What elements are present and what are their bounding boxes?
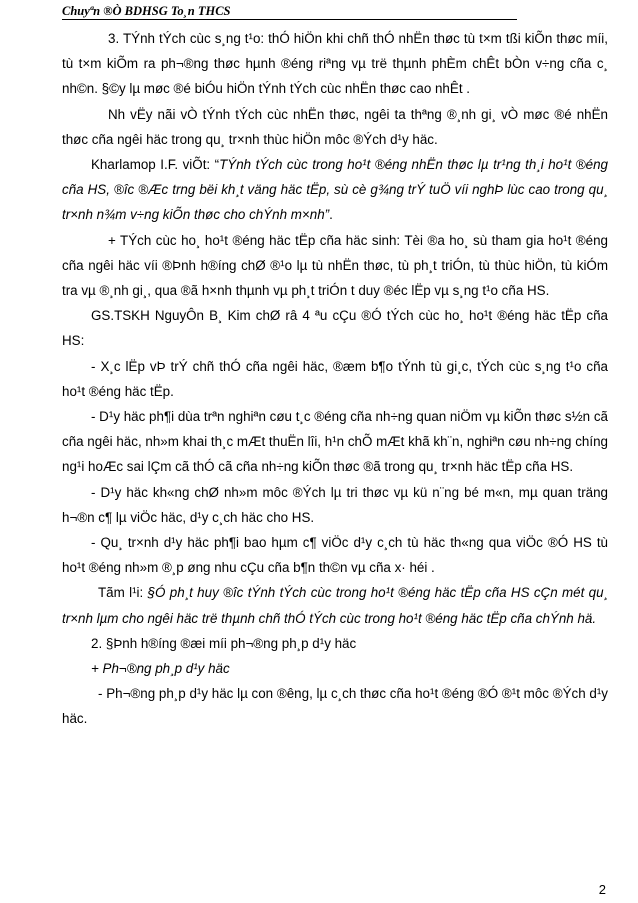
summary-text: §Ó ph¸t huy ®îc tÝnh tÝch cùc trong ho¹t ®éng häc tËp cña HS cÇn mét qu¸ tr×nh lµm cho ngêi häc trë thµnh chñ thÓ tÝch cùc trong ho¹t ®éng häc tËp cña chÝnh hä. <box>62 585 608 626</box>
list-item-requirement-3: - D¹y häc kh«ng chØ nh»m môc ®Ých lµ tri thøc vµ kü n¨ng bé m«n, mµ quan träng h¬®n c¶ lµ viÖc häc, d¹y c¸ch häc cho HS. <box>62 484 608 525</box>
document-body <box>62 26 608 732</box>
page-number: 2 <box>598 882 606 897</box>
summary-label: Tãm l¹i: <box>98 585 148 601</box>
paragraph-kharlamop-quote <box>62 152 608 228</box>
subheading-teaching-method: + Ph¬®ng ph¸p d¹y häc <box>91 661 230 677</box>
section-heading-teaching-methods: 2. §Þnh h®íng ®æi míi ph¬®ng ph¸p d¹y häc <box>91 635 357 651</box>
paragraph-cognitive-activity: Nh vËy nãi vÒ tÝnh tÝch cùc nhËn thøc, ngêi ta thªng ®¸nh gi¸ vÒ møc ®é nhËn thøc cña ngêi häc trong qu¸ tr×nh thùc hiÖn môc ®Ých d¹y häc. <box>62 106 608 147</box>
list-item-requirement-2: - D¹y häc ph¶i dùa trªn nghiªn cøu t¸c ®éng cña nh÷ng quan niÖm vµ kiÕn thøc s½n cã cña ngêi häc, nh»m khai th¸c mÆt thuËn lîi, h¹n chÕ mÆt khã kh¨n, nghiªn cøu nh÷ng chíng ng¹i hoÆc sai lÇm cã thÓ cã cña nh÷ng kiÕn thøc ®ã trong qu¸ tr×nh häc tËp cña HS. <box>62 409 608 475</box>
paragraph-creative-activity: 3. TÝnh tÝch cùc s¸ng t¹o: thÓ hiÖn khi chñ thÓ nhËn thøc tù t×m tßi kiÕn thøc míi, tù t×m kiÕm ra ph¬®ng thøc hµnh ®éng riªng vµ trë thµnh phÈm chÊt bÒn v÷ng cña c¸ nh©n. §©y lµ møc ®é biÓu hiÖn tÝnh tÝch cùc nhËn thøc cao nhÊt . <box>62 31 608 97</box>
paragraph-activating-learning: + TÝch cùc ho¸ ho¹t ®éng häc tËp cña häc sinh: Tèi ®a ho¸ sù tham gia ho¹t ®éng cña ngêi häc víi ®Þnh h®íng chØ ®¹o lµ tù nhËn thøc, tù ph¸t triÓn, tù thùc hiÖn, tù kiÓm tra vµ ®¸nh gi¸, qua ®ã h×nh thµnh vµ ph¸t triÓn t duy ®éc lËp vµ s¸ng t¹o cña HS. <box>62 232 608 299</box>
quote-lead: Kharlamop I.F. viÕt: “ <box>91 157 220 173</box>
list-item-requirement-4: - Qu¸ tr×nh d¹y häc ph¶i bao hµm c¶ viÖc d¹y c¸ch tù häc th«ng qua viÖc ®Ó HS tù ho¹t ®éng nh»m ®¸p øng nhu cÇu cña b¶n th©n vµ cña x· héi . <box>62 535 608 576</box>
paragraph-summary <box>62 580 608 630</box>
paragraph-method-definition: - Ph¬®ng ph¸p d¹y häc lµ con ®êng, lµ c¸ch thøc cña ho¹t ®éng ®Ó ®¹t môc ®Ých d¹y häc. <box>62 686 608 727</box>
list-item-requirement-1: - X¸c lËp vÞ trÝ chñ thÓ cña ngêi häc, ®æm b¶o tÝnh tù gi¸c, tÝch cùc s¸ng t¹o cña ho¹t ®éng häc tËp. <box>62 358 608 399</box>
header-title: Chuyªn ®Ò BDHSG To¸n THCS <box>62 4 231 18</box>
quote-italic: TÝnh tÝch cùc trong ho¹t ®éng nhËn thøc lµ tr¹ng th¸i ho¹t ®éng cña HS, ®îc ®Æc trng bëi kh¸t väng häc tËp, sù cè g¾ng trÝ tuÖ víi nghÞ lùc cao trong qu¸ tr×nh n¾m v÷ng kiÕn thøc cho chÝnh m×nh” <box>62 157 608 223</box>
paragraph-requirements-intro: GS.TSKH NguyÔn B¸ Kim chØ râ 4 ªu cÇu ®Ó tÝch cùc ho¸ ho¹t ®éng häc tËp cña HS: <box>62 308 608 349</box>
page-header <box>62 2 517 20</box>
quote-tail: . <box>329 207 333 223</box>
